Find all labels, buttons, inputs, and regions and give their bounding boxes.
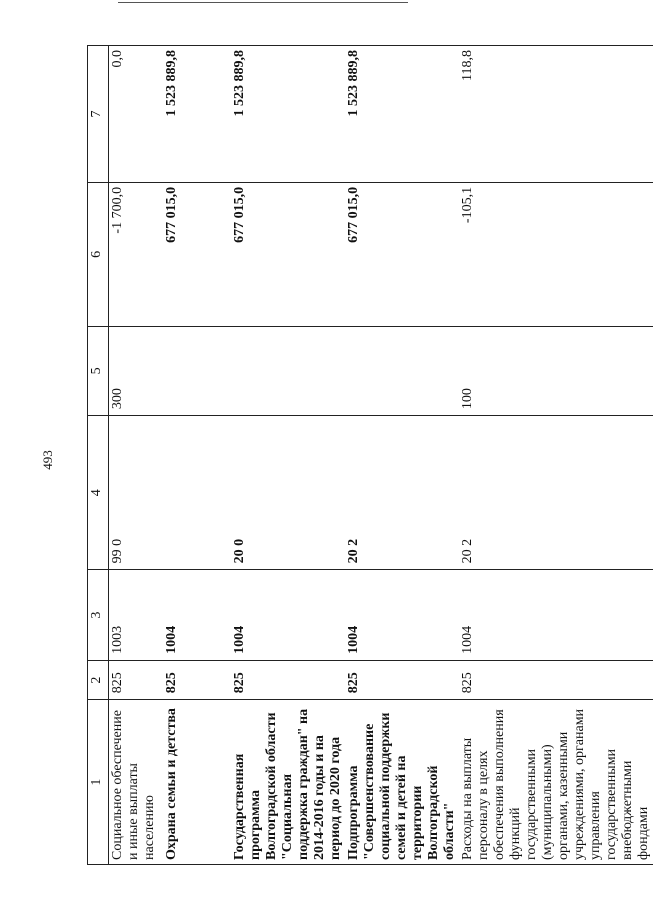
row-program-code: 20 2 <box>459 416 653 570</box>
row-section-code: 1004 <box>345 570 459 660</box>
row-ministry-code: 825 <box>459 660 653 699</box>
row-amount-change: 677 015,0 <box>231 182 345 326</box>
table-row <box>109 46 164 865</box>
col-header-5: 5 <box>88 326 109 415</box>
row-amount-change: 677 015,0 <box>163 182 231 326</box>
row-program-code: 20 2 <box>345 416 459 570</box>
row-section-code: 1003 <box>109 570 164 660</box>
budget-table <box>87 45 653 865</box>
row-ministry-code: 825 <box>109 660 164 699</box>
row-expense-type-code <box>231 326 345 415</box>
row-name: Государственная программа Волгоградской области "Социальная поддержка граждан" на 2014-2016 годы и на период до 2020 года <box>231 700 345 865</box>
table-row <box>163 46 231 865</box>
col-header-2: 2 <box>88 660 109 699</box>
row-ministry-code: 825 <box>231 660 345 699</box>
row-expense-type-code <box>345 326 459 415</box>
row-amount-change: 677 015,0 <box>345 182 459 326</box>
header-row <box>88 46 109 865</box>
budget-table-container <box>87 45 651 865</box>
scan-edge-line <box>118 2 408 3</box>
col-header-6: 6 <box>88 182 109 326</box>
col-header-4: 4 <box>88 416 109 570</box>
table-row <box>231 46 345 865</box>
col-header-1: 1 <box>88 700 109 865</box>
row-expense-type-code: 300 <box>109 326 164 415</box>
row-section-code: 1004 <box>231 570 345 660</box>
row-expense-type-code: 100 <box>459 326 653 415</box>
row-name: Охрана семьи и детства <box>163 700 231 865</box>
row-amount-total: 1 523 889,8 <box>231 46 345 183</box>
row-amount-total: 1 523 889,8 <box>163 46 231 183</box>
row-section-code: 1004 <box>163 570 231 660</box>
table-row <box>345 46 459 865</box>
row-ministry-code: 825 <box>163 660 231 699</box>
col-header-3: 3 <box>88 570 109 660</box>
row-program-code <box>163 416 231 570</box>
row-program-code: 99 0 <box>109 416 164 570</box>
row-ministry-code: 825 <box>345 660 459 699</box>
row-amount-change: -105,1 <box>459 182 653 326</box>
col-header-7: 7 <box>88 46 109 183</box>
row-program-code: 20 0 <box>231 416 345 570</box>
row-name: Подпрограмма "Совершенствование социальной поддержки семей и детей на территории Волгоградской области" <box>345 700 459 865</box>
table-row <box>459 46 653 865</box>
row-amount-total: 1 523 889,8 <box>345 46 459 183</box>
row-amount-change: -1 700,0 <box>109 182 164 326</box>
row-name: Расходы на выплаты персоналу в целях обеспечения выполнения функций государственными (муниципальными) органами, казенными учреждениями, органами управления государственными внебюджетными фондами <box>459 700 653 865</box>
row-expense-type-code <box>163 326 231 415</box>
row-name: Социальное обеспечение и иные выплаты населению <box>109 700 164 865</box>
page-number: 493 <box>39 450 55 470</box>
row-section-code: 1004 <box>459 570 653 660</box>
row-amount-total: 118,8 <box>459 46 653 183</box>
row-amount-total: 0,0 <box>109 46 164 183</box>
